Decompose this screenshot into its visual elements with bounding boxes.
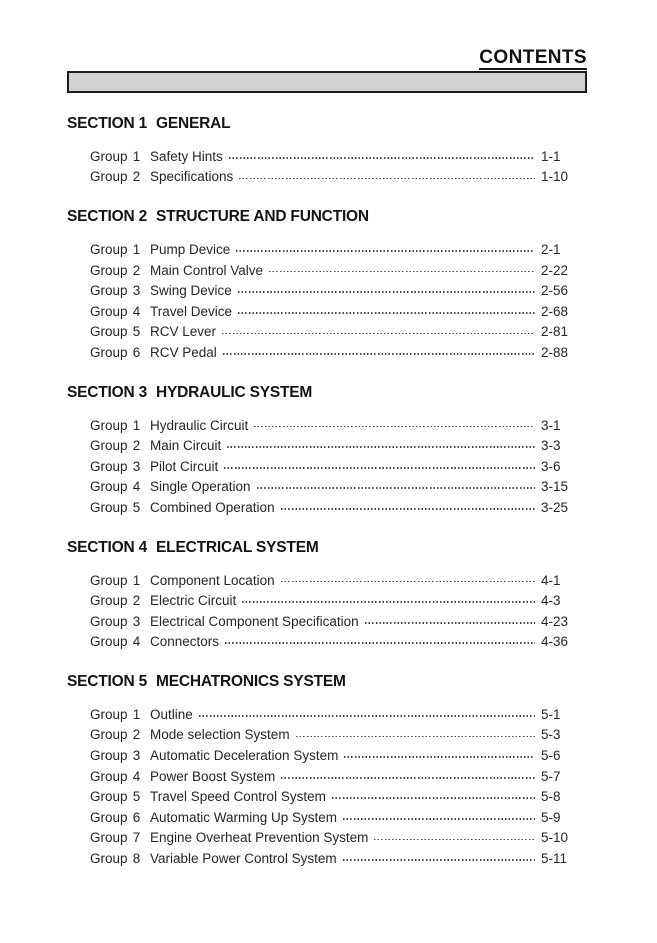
toc-entry (90, 725, 585, 746)
group-word: Group (90, 499, 128, 515)
table-of-contents (0, 115, 657, 869)
group-list (90, 415, 585, 518)
section-heading (67, 673, 585, 690)
group-title: Automatic Deceleration System (150, 748, 339, 764)
dotted-leader (225, 642, 535, 644)
group-number: 2 (132, 262, 141, 278)
group-title: Main Circuit (150, 438, 222, 454)
group-word: Group (90, 344, 128, 360)
toc-entry (90, 570, 585, 591)
toc-section (67, 673, 585, 869)
group-number: 4 (132, 303, 141, 319)
toc-entry (90, 745, 585, 766)
group-title: Mode selection System (150, 727, 290, 743)
section-title: HYDRAULIC SYSTEM (156, 383, 313, 401)
group-number: 5 (132, 324, 141, 340)
dotted-leader (222, 333, 535, 335)
group-word: Group (90, 572, 128, 588)
toc-section (67, 539, 585, 652)
dotted-leader (281, 508, 535, 510)
page-number: 1-10 (541, 169, 569, 185)
group-title: Safety Hints (150, 148, 223, 164)
group-title: Single Operation (150, 479, 251, 495)
toc-entry (90, 435, 585, 456)
group-number: 3 (132, 613, 141, 629)
dotted-leader (229, 157, 535, 159)
group-word: Group (90, 169, 128, 185)
dotted-leader (199, 715, 535, 717)
group-word: Group (90, 830, 128, 846)
group-title: Electric Circuit (150, 593, 237, 609)
group-number: 3 (132, 283, 141, 299)
toc-entry (90, 766, 585, 787)
group-title: Connectors (150, 634, 220, 650)
group-number: 3 (132, 748, 141, 764)
toc-section (67, 208, 585, 363)
section-heading (67, 384, 585, 401)
group-title: Swing Device (150, 283, 232, 299)
page-number: 3-25 (541, 499, 569, 515)
toc-entry (90, 497, 585, 518)
toc-entry (90, 477, 585, 498)
page-title: CONTENTS (479, 47, 587, 68)
page-number: 5-8 (541, 789, 561, 805)
group-list (90, 239, 585, 363)
dotted-leader (257, 487, 535, 489)
toc-entry (90, 611, 585, 632)
toc-entry (90, 280, 585, 301)
group-title: Variable Power Control System (150, 851, 337, 867)
dotted-leader (343, 818, 535, 820)
page-number: 5-10 (541, 830, 569, 846)
group-word: Group (90, 324, 128, 340)
group-number: 4 (132, 768, 141, 784)
group-number: 7 (132, 830, 141, 846)
group-word: Group (90, 438, 128, 454)
page-number: 4-3 (541, 593, 561, 609)
section-label: SECTION 4 (67, 538, 148, 556)
group-word: Group (90, 458, 128, 474)
dotted-leader (227, 446, 535, 448)
toc-entry (90, 146, 585, 167)
page-number: 5-7 (541, 768, 561, 784)
page-number: 2-22 (541, 262, 569, 278)
group-number: 2 (132, 593, 141, 609)
group-title: Power Boost System (150, 768, 276, 784)
group-title: Pump Device (150, 241, 231, 257)
dotted-leader (254, 426, 535, 428)
group-number: 4 (132, 634, 141, 650)
dotted-leader (242, 601, 535, 603)
group-word: Group (90, 748, 128, 764)
group-number: 1 (132, 572, 141, 588)
dotted-leader (239, 178, 535, 180)
dotted-leader (332, 797, 535, 799)
group-number: 3 (132, 458, 141, 474)
group-word: Group (90, 593, 128, 609)
group-number: 1 (132, 706, 141, 722)
toc-entry (90, 301, 585, 322)
group-title: Pilot Circuit (150, 458, 219, 474)
section-title: ELECTRICAL SYSTEM (156, 538, 319, 556)
page-number: 4-23 (541, 613, 569, 629)
group-number: 1 (132, 417, 141, 433)
section-heading (67, 208, 585, 225)
dotted-leader (296, 736, 535, 738)
page-number: 3-1 (541, 417, 561, 433)
section-title: STRUCTURE AND FUNCTION (156, 208, 369, 226)
section-title: GENERAL (156, 115, 231, 132)
dotted-leader (344, 756, 535, 758)
dotted-leader (374, 839, 535, 841)
dotted-leader (281, 581, 535, 583)
toc-entry (90, 260, 585, 281)
group-title: Specifications (150, 169, 234, 185)
toc-section (67, 384, 585, 518)
dotted-leader (223, 353, 535, 355)
group-number: 6 (132, 344, 141, 360)
group-title: Automatic Warming Up System (150, 809, 338, 825)
page-number: 3-3 (541, 438, 561, 454)
page-number: 2-1 (541, 241, 561, 257)
dotted-leader (365, 622, 535, 624)
page-number: 3-15 (541, 479, 569, 495)
toc-entry (90, 828, 585, 849)
toc-entry (90, 786, 585, 807)
group-word: Group (90, 417, 128, 433)
dotted-leader (224, 467, 535, 469)
group-list (90, 570, 585, 652)
page-header (0, 0, 587, 70)
page-number: 4-1 (541, 572, 561, 588)
group-word: Group (90, 613, 128, 629)
page-number: 1-1 (541, 148, 561, 164)
group-word: Group (90, 479, 128, 495)
dotted-leader (236, 250, 535, 252)
toc-entry (90, 415, 585, 436)
group-number: 1 (132, 241, 141, 257)
group-number: 2 (132, 169, 141, 185)
toc-entry (90, 342, 585, 363)
section-heading (67, 539, 585, 556)
section-label: SECTION 1 (67, 115, 148, 132)
page-number: 5-3 (541, 727, 561, 743)
group-title: RCV Pedal (150, 344, 217, 360)
group-word: Group (90, 706, 128, 722)
section-label: SECTION 5 (67, 673, 148, 691)
page-number: 2-68 (541, 303, 569, 319)
dotted-leader (269, 271, 535, 273)
dotted-leader (343, 859, 535, 861)
group-word: Group (90, 303, 128, 319)
group-number: 1 (132, 148, 141, 164)
group-word: Group (90, 241, 128, 257)
group-title: Engine Overheat Prevention System (150, 830, 369, 846)
dotted-leader (238, 291, 535, 293)
toc-entry (90, 590, 585, 611)
group-word: Group (90, 634, 128, 650)
group-number: 2 (132, 727, 141, 743)
group-title: Travel Speed Control System (150, 789, 326, 805)
page-number: 2-81 (541, 324, 569, 340)
dotted-leader (281, 777, 535, 779)
toc-entry (90, 704, 585, 725)
group-title: Hydraulic Circuit (150, 417, 249, 433)
group-title: Combined Operation (150, 499, 275, 515)
page-number: 5-6 (541, 748, 561, 764)
group-title: Outline (150, 706, 193, 722)
page-number: 5-1 (541, 706, 561, 722)
group-word: Group (90, 283, 128, 299)
toc-entry (90, 167, 585, 188)
group-word: Group (90, 851, 128, 867)
section-title: MECHATRONICS SYSTEM (156, 673, 346, 691)
group-number: 5 (132, 499, 141, 515)
group-title: Component Location (150, 572, 275, 588)
toc-entry (90, 322, 585, 343)
group-list (90, 146, 585, 187)
page-number: 4-36 (541, 634, 569, 650)
group-number: 5 (132, 789, 141, 805)
toc-entry (90, 456, 585, 477)
toc-entry (90, 632, 585, 653)
page-number: 2-88 (541, 344, 569, 360)
group-word: Group (90, 262, 128, 278)
toc-section (67, 115, 585, 187)
group-word: Group (90, 768, 128, 784)
group-word: Group (90, 727, 128, 743)
section-label: SECTION 2 (67, 208, 148, 226)
group-title: Electrical Component Specification (150, 613, 359, 629)
group-word: Group (90, 789, 128, 805)
page-number: 5-11 (541, 851, 568, 867)
page-number: 5-9 (541, 809, 561, 825)
page-number: 2-56 (541, 283, 569, 299)
group-number: 4 (132, 479, 141, 495)
toc-entry (90, 239, 585, 260)
group-title: Main Control Valve (150, 262, 264, 278)
group-list (90, 704, 585, 869)
toc-entry (90, 848, 585, 869)
page-number: 3-6 (541, 458, 561, 474)
section-heading (67, 115, 585, 132)
group-title: Travel Device (150, 303, 233, 319)
dotted-leader (238, 312, 535, 314)
group-word: Group (90, 148, 128, 164)
group-number: 8 (132, 851, 141, 867)
group-title: RCV Lever (150, 324, 217, 340)
group-word: Group (90, 809, 128, 825)
toc-entry (90, 807, 585, 828)
group-number: 6 (132, 809, 141, 825)
section-label: SECTION 3 (67, 383, 148, 401)
title-bar (67, 71, 587, 93)
group-number: 2 (132, 438, 141, 454)
